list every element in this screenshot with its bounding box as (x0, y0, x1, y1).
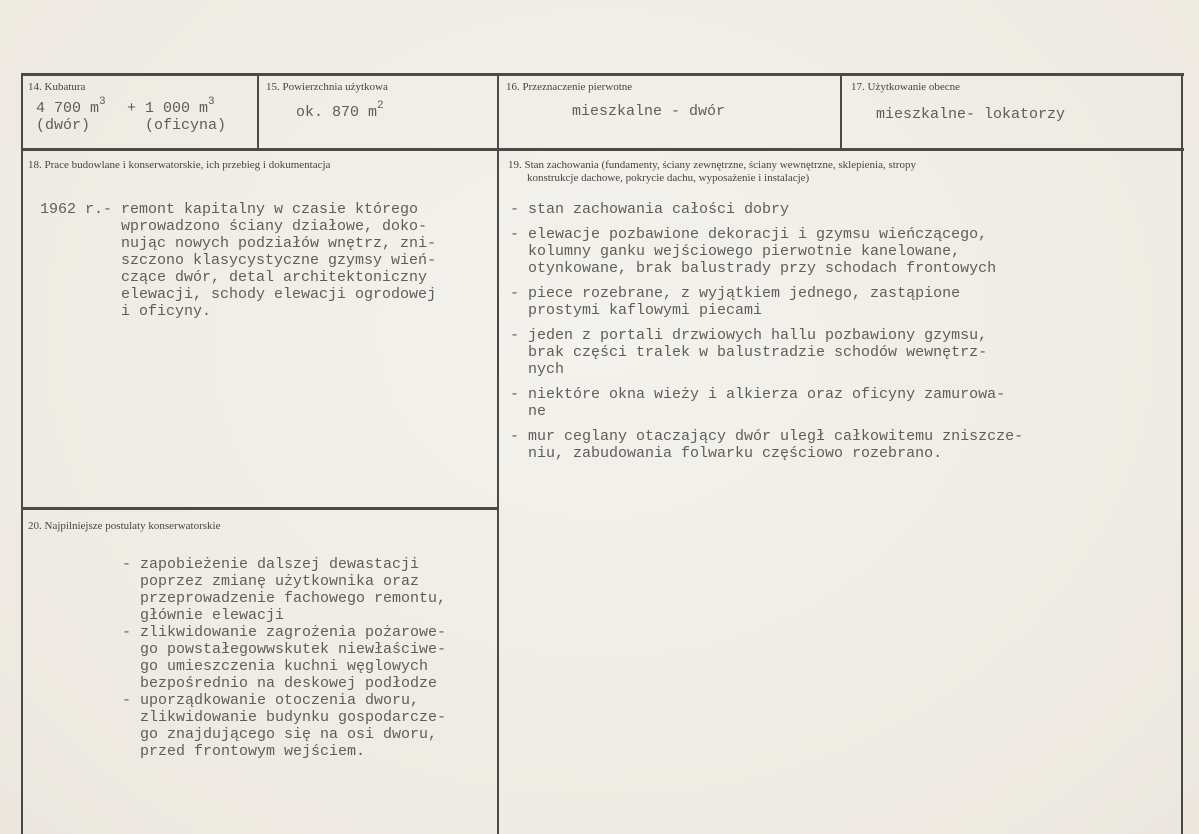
section-16-label: 16. Przeznaczenie pierwotne (506, 81, 633, 93)
kubatura-main-caption: (dwór) (36, 117, 91, 134)
list-item (510, 201, 1023, 218)
section-19-label-line-2: konstrukcje dachowe, pokrycie dachu, wyposażenie i instalacje) (527, 172, 810, 184)
section-19-list (510, 201, 1023, 462)
left-border (21, 73, 23, 834)
text-line: - niektóre okna wieży i alkierza oraz oficyny zamurowa- (510, 386, 1006, 403)
section-18-label: 18. Prace budowlane i konserwatorskie, ich przebieg i dokumentacja (28, 159, 331, 171)
list-item (510, 226, 1023, 277)
text-line: go umieszczenia kuchni węglowych (122, 658, 429, 675)
text-line: brak części tralek w balustradzie schodów wewnętrz- (510, 344, 988, 361)
text-line: elewacji, schody elewacji ogrodowej (40, 286, 437, 303)
divider-14-15 (257, 73, 259, 151)
text-line: wprowadzono ściany działowe, doko- (40, 218, 428, 235)
top-rule (21, 73, 1184, 76)
usable-area-value: ok. 870 $m^2$ (296, 100, 384, 121)
text-line: bezpośrednio na deskowej podłodze (122, 675, 438, 692)
right-border (1181, 73, 1183, 834)
text-line: 1962 r.- remont kapitalny w czasie którego (40, 201, 419, 218)
kubatura-annex-value: + 1 000 $m^3$ (127, 96, 215, 117)
divider-main (497, 73, 499, 834)
text-line: czące dwór, detal architektoniczny (40, 269, 428, 286)
text-line: nych (510, 361, 565, 378)
section-19-label-line-1: 19. Stan zachowania (fundamenty, ściany zewnętrzne, ściany wewnętrzne, sklepienia, stropy (508, 159, 916, 171)
text-line: szczono klasycystyczne gzymsy wień- (40, 252, 437, 269)
section-18-text (40, 201, 436, 320)
text-line: przed frontowym wejściem. (122, 743, 366, 760)
text-line: - elewacje pozbawione dekoracji i gzymsu wieńczącego, (510, 226, 988, 243)
section-14-label: 14. Kubatura (28, 81, 86, 93)
text-line: - jeden z portali drzwiowych hallu pozbawiony gzymsu, (510, 327, 988, 344)
text-line: nując nowych podziałów wnętrz, zni- (40, 235, 437, 252)
text-line: i oficyny. (40, 303, 212, 320)
text-line: - zlikwidowanie zagrożenia pożarowe- (122, 624, 447, 641)
kubatura-annex-caption: (oficyna) (145, 117, 227, 134)
text-line: zlikwidowanie budynku gospodarcze- (122, 709, 447, 726)
text-line: - mur ceglany otaczający dwór uległ całkowitemu zniszcze- (510, 428, 1024, 445)
list-item (510, 428, 1023, 462)
text-line: poprzez zmianę użytkownika oraz (122, 573, 420, 590)
section-20-label: 20. Najpilniejsze postulaty konserwatorskie (28, 520, 221, 532)
section-20-text (122, 556, 446, 760)
text-line: kolumny ganku wejściowego pierwotnie kanelowane, (510, 243, 961, 260)
list-item (510, 327, 1023, 378)
text-line: otynkowane, brak balustrady przy schodach frontowych (510, 260, 997, 277)
section-20-top-rule (21, 507, 499, 510)
section-15-label: 15. Powierzchnia użytkowa (266, 81, 388, 93)
kubatura-main-value: 4 700 $m^3$ (36, 96, 106, 117)
text-line: niu, zabudowania folwarku częściowo rozebrano. (510, 445, 943, 462)
divider-16-17 (840, 73, 842, 151)
text-line: go znajdującego się na osi dworu, (122, 726, 438, 743)
section-17-label: 17. Użytkowanie obecne (851, 81, 961, 93)
text-line: - piece rozebrane, z wyjątkiem jednego, zastąpione (510, 285, 961, 302)
header-row-bottom-rule (21, 148, 1184, 151)
list-item (510, 285, 1023, 319)
current-use-value: mieszkalne- lokatorzy (876, 106, 1066, 123)
text-line: - uporządkowanie otoczenia dworu, (122, 692, 420, 709)
list-item (510, 386, 1023, 420)
text-line: ne (510, 403, 547, 420)
text-line: prostymi kaflowymi piecami (510, 302, 763, 319)
original-purpose-value: mieszkalne - dwór (572, 103, 726, 120)
text-line: - zapobieżenie dalszej dewastacji (122, 556, 420, 573)
text-line: głównie elewacji (122, 607, 285, 624)
text-line: przeprowadzenie fachowego remontu, (122, 590, 447, 607)
text-line: - stan zachowania całości dobry (510, 201, 790, 218)
text-line: go powstałegowwskutek niewłaściwe- (122, 641, 447, 658)
